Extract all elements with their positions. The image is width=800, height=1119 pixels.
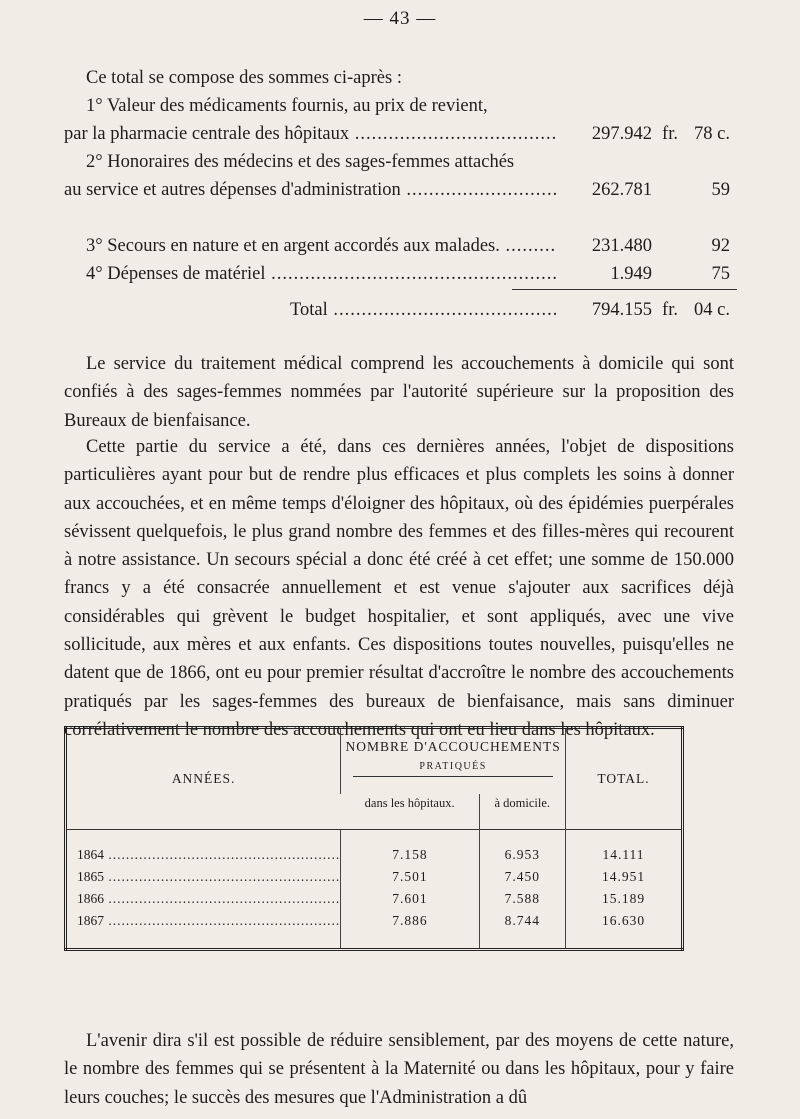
expense-item-1-first-line: 1° Valeur des médicaments fournis, au prix de revient, — [86, 96, 488, 116]
row-home: 8.744 — [479, 910, 565, 950]
group-title: NOMBRE D'ACCOUCHEMENTS — [345, 739, 561, 754]
table-row — [66, 910, 683, 950]
row-home: 7.588 — [479, 888, 565, 910]
group-subtitle: PRATIQUÉS — [419, 761, 487, 772]
births-table — [64, 726, 684, 951]
page-number: — 43 — — [363, 8, 437, 29]
expense-item-1-cents: 78 c. — [694, 124, 730, 144]
total-unit: fr. — [662, 300, 678, 320]
col-header-home: à domicile. — [479, 794, 565, 829]
col-group-header — [341, 728, 566, 795]
group-brace — [353, 776, 553, 783]
row-hospitals: 7.158 — [341, 830, 479, 867]
col-header-years: ANNÉES. — [171, 771, 236, 786]
expense-item-4-amount: 1.949 — [610, 264, 652, 284]
row-home: 7.450 — [479, 866, 565, 888]
row-total: 16.630 — [566, 910, 683, 950]
row-year: 1866 ..... — [66, 888, 341, 910]
paragraph-service: Le service du traitement médical comprend les accouchements à domicile qui sont confiés à des sages-femmes nommées par l'autorité supérieure sur la proposition des Bureaux de bienfaisance. — [64, 354, 734, 431]
row-year: 1865 ..... — [66, 866, 341, 888]
expense-item-3-amount: 231.480 — [591, 236, 652, 256]
row-hospitals: 7.601 — [341, 888, 479, 910]
expense-item-1-unit: fr. — [662, 124, 678, 144]
intro-line: Ce total se compose des sommes ci-après : — [86, 68, 402, 88]
paragraph-dispositions: Cette partie du service a été, dans ces dernières années, l'objet de dispositions particulières ayant pour but de rendre plus efficaces et plus complets les soins à donner aux accouchées, et en même temps d'éloigner des hôpitaux, où des épidémies puerpérales sévissent quelquefois, le plus grand nombre des femmes et des filles-mères qui recourent à notre assistance. Un secours spécial a donc été créé à cet effet; une somme de 150.000 francs y a été consacrée annuellement et est venue s'ajouter aux sacrifices déjà considérables qui grèvent le budget hospitalier, et sont appliqués, avec une vive sollicitude, aux mères et aux enfants. Ces dispositions toutes nouvelles, puisqu'elles ne datent que de 1866, ont eu pour premier résultat d'accroître le nombre des accouchements pratiqués par les sages-femmes des bureaux de bienfaisance, mais sans diminuer corrélativement le nombre des accouchements qui ont eu lieu dans les hôpitaux. — [64, 437, 734, 740]
expense-item-4-lead: 4° Dépenses de matériel ..... — [64, 260, 556, 288]
table-row — [66, 888, 683, 910]
col-header-hospitals: dans les hôpitaux. — [364, 796, 455, 811]
expense-item-4-cents: 75 — [711, 264, 730, 284]
row-hospitals: 7.886 — [341, 910, 479, 950]
expense-item-3-lead: 3° Secours en nature et en argent accordés aux malades. ..... — [64, 232, 556, 260]
total-label: Total ..... — [290, 300, 556, 321]
expense-item-3-cents: 92 — [711, 236, 730, 256]
row-total: 14.951 — [566, 866, 683, 888]
table-row — [66, 830, 683, 867]
expense-item-2 — [64, 148, 730, 204]
expense-item-3 — [64, 232, 730, 260]
row-hospitals: 7.501 — [341, 866, 479, 888]
expense-item-2-cents: 59 — [711, 180, 730, 200]
expense-item-2-amount: 262.781 — [591, 180, 652, 200]
total-rule — [512, 289, 737, 290]
row-total: 14.111 — [566, 830, 683, 867]
row-year: 1867 ..... — [66, 910, 341, 950]
expense-item-1-amount: 297.942 — [591, 124, 652, 144]
table-row — [66, 866, 683, 888]
expense-item-4 — [64, 260, 730, 288]
expense-item-2-first-line: 2° Honoraires des médecins et des sages-femmes attachés — [86, 152, 515, 172]
row-year: 1864 ..... — [66, 830, 341, 867]
row-total: 15.189 — [566, 888, 683, 910]
total-amount: 794.155 — [591, 300, 652, 320]
total-row — [290, 300, 730, 321]
expense-item-1-lead: par la pharmacie centrale des hôpitaux ..... — [64, 120, 556, 148]
paragraph-avenir: L'avenir dira s'il est possible de réduire sensiblement, par des moyens de cette nature, le nombre des femmes qui se présentent à la Maternité ou dans les hôpitaux, pour y faire leurs couches; le succès des mesures que l'Administration a dû — [64, 1031, 734, 1108]
total-cents: 04 c. — [694, 300, 730, 320]
expense-item-1 — [64, 92, 730, 148]
expense-item-2-lead: au service et autres dépenses d'administration ..... — [64, 176, 556, 204]
col-header-total: TOTAL. — [566, 728, 683, 830]
row-home: 6.953 — [479, 830, 565, 867]
